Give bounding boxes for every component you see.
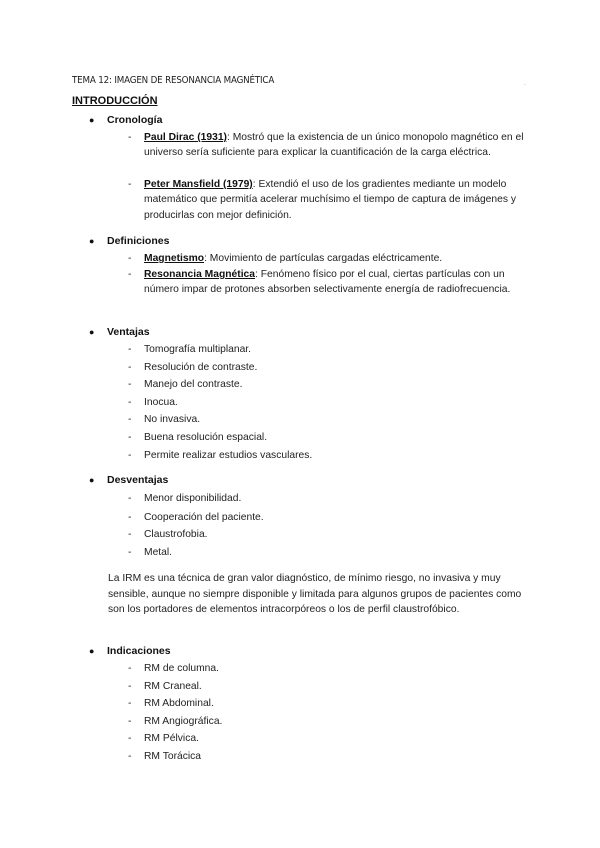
item-text: Permite realizar estudios vasculares. [144, 450, 313, 461]
list-item [128, 679, 528, 694]
list-item-resonancia-magnetica [128, 267, 528, 298]
dash-icon: - [128, 681, 132, 692]
dash-icon: - [128, 663, 132, 674]
term-label: Magnetismo [144, 253, 205, 264]
bullet-heading-definiciones [89, 235, 169, 247]
list-item [128, 360, 528, 375]
dash-icon: - [128, 529, 132, 540]
dash-icon: - [128, 432, 132, 443]
list-item-magnetismo [128, 251, 528, 266]
list-item [128, 448, 528, 463]
heading-label: Desventajas [107, 474, 169, 486]
dash-icon: - [128, 716, 132, 727]
list-item [128, 510, 528, 525]
dash-icon: - [128, 414, 132, 425]
heading-label: Indicaciones [107, 645, 171, 657]
item-text: Buena resolución espacial. [144, 432, 268, 443]
dash-icon: - [128, 733, 132, 744]
list-item [128, 545, 528, 560]
list-item-paul-dirac [128, 130, 528, 161]
item-text: RM de columna. [144, 663, 219, 674]
list-item [128, 696, 528, 711]
item-text: RM Abdominal. [144, 698, 214, 709]
list-item [128, 342, 528, 357]
item-text: RM Craneal. [144, 681, 202, 692]
dash-icon: - [128, 450, 132, 461]
list-item [128, 731, 528, 746]
list-item [128, 430, 528, 445]
list-item [128, 377, 528, 392]
term-label: Resonancia Magnética [144, 269, 256, 280]
bullet-heading-desventajas [89, 474, 168, 486]
item-text: : Mostró que la existencia de un único monopolo magnético en el universo sería suficiente para explicar la cuantificación de la carga eléctrica. [144, 132, 524, 159]
dash-icon: - [128, 132, 132, 143]
dash-icon: - [128, 751, 132, 762]
item-text: Tomografía multiplanar. [144, 344, 252, 355]
heading-label: Cronología [107, 114, 163, 126]
summary-paragraph: La IRM es una técnica de gran valor diagnóstico, de mínimo riesgo, no invasiva y muy sensible, aunque no siempre disponible y limitada para algunos grupos de pacientes como son los portadores de elementos intracorpóreos o los de perfil claustrofóbico. [108, 573, 522, 616]
list-item [128, 395, 528, 410]
bullet-icon: ● [89, 327, 95, 337]
corner-mark: . [524, 80, 526, 87]
list-item [128, 527, 528, 542]
term-label: Paul Dirac (1931) [144, 132, 227, 143]
bullet-icon: ● [89, 236, 95, 246]
list-item [128, 749, 528, 764]
item-text: Cooperación del paciente. [144, 512, 264, 523]
dash-icon: - [128, 269, 132, 280]
item-text: : Extendió el uso de los gradientes mediante un modelo matemático que permitía acelerar muchísimo el tiempo de captura de imágenes y producirlas con mejor definición. [144, 179, 517, 221]
bullet-heading-cronologia [89, 114, 162, 126]
item-text: Metal. [144, 547, 173, 558]
heading-label: Ventajas [107, 326, 150, 338]
list-item [128, 412, 528, 427]
dash-icon: - [128, 547, 132, 558]
list-item [128, 661, 528, 676]
list-item [128, 714, 528, 729]
bullet-icon: ● [89, 115, 95, 125]
bullet-heading-indicaciones [89, 645, 171, 657]
section-heading-introduccion: INTRODUCCIÓN [72, 95, 158, 107]
item-text: RM Torácica [144, 751, 202, 762]
item-text: RM Angiográfica. [144, 716, 223, 727]
item-text: Manejo del contraste. [144, 379, 243, 390]
document-title: TEMA 12: IMAGEN DE RESONANCIA MAGNÉTICA [72, 75, 275, 86]
dash-icon: - [128, 362, 132, 373]
dash-icon: - [128, 344, 132, 355]
item-text: Claustrofobia. [144, 529, 208, 540]
dash-icon: - [128, 698, 132, 709]
item-text: RM Pélvica. [144, 733, 199, 744]
heading-label: Definiciones [107, 235, 170, 247]
bullet-heading-ventajas [89, 326, 150, 338]
item-text: Inocua. [144, 397, 178, 408]
item-text: : Fenómeno físico por el cual, ciertas partículas con un número impar de protones absorben selectivamente energía de radiofrecuencia. [144, 269, 511, 296]
item-text: : Movimiento de partículas cargadas eléctricamente. [204, 253, 443, 264]
term-label: Peter Mansfield (1979) [144, 179, 253, 190]
dash-icon: - [128, 179, 132, 190]
bullet-icon: ● [89, 646, 95, 656]
item-text: Menor disponibilidad. [144, 493, 242, 504]
item-text: No invasiva. [144, 414, 201, 425]
dash-icon: - [128, 379, 132, 390]
dash-icon: - [128, 397, 132, 408]
list-item-peter-mansfield [128, 177, 528, 223]
dash-icon: - [128, 493, 132, 504]
bullet-icon: ● [89, 475, 95, 485]
dash-icon: - [128, 253, 132, 264]
list-item [128, 491, 528, 506]
dash-icon: - [128, 512, 132, 523]
item-text: Resolución de contraste. [144, 362, 258, 373]
